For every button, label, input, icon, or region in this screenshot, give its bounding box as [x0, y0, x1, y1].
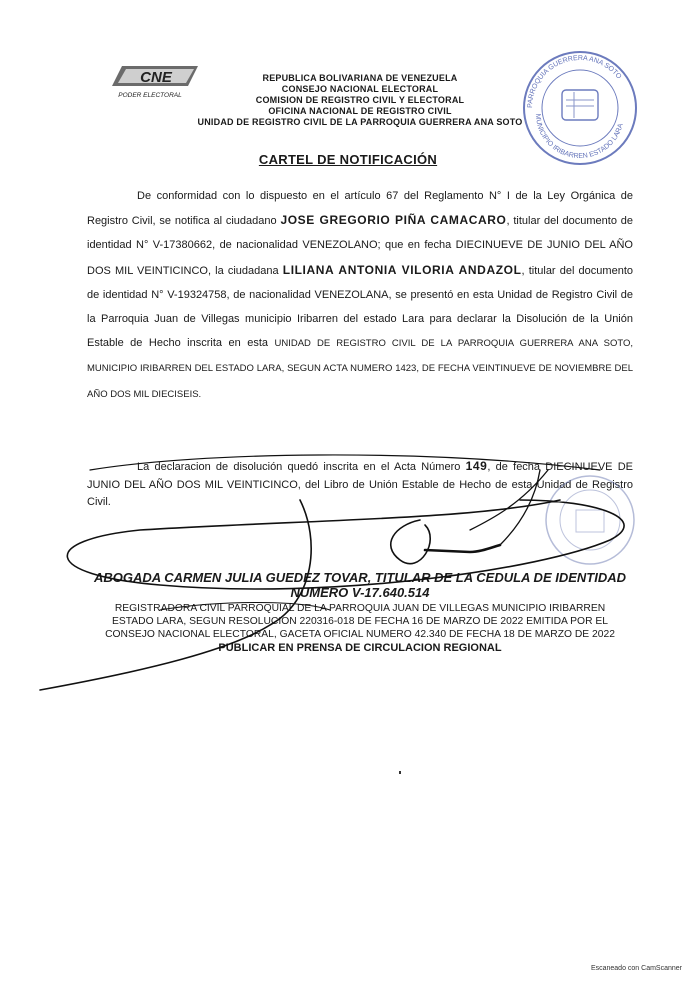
scan-speck [399, 771, 401, 774]
declarant-name: LILIANA ANTONIA VILORIA ANDAZOL [282, 262, 522, 277]
signature-block [80, 570, 640, 655]
notification-paragraph [87, 184, 633, 407]
logo-subtext: PODER ELECTORAL [118, 92, 182, 99]
stamp-top-text: PARROQUIA GUERRERA ANA SOTO [526, 54, 623, 109]
header-line: OFICINA NACIONAL DE REGISTRO CIVIL [268, 106, 452, 116]
acta-number: 149 [465, 459, 488, 473]
header-line: REPUBLICA BOLIVARIANA DE VENEZUELA [262, 73, 458, 83]
paragraph-text: , titular del documento de identidad N° V-17380662, de nacionalidad VENEZOLANO; que en fecha DIECINUEVE DE JUNIO DEL AÑO DOS MIL VEINTICINCO, la ciudadana [87, 215, 633, 277]
publish-instruction: PUBLICAR EN PRENSA DE CIRCULACION REGIONAL [218, 642, 502, 654]
seal-stamp [540, 470, 640, 570]
scanner-watermark: Escaneado con CamScanner [590, 965, 682, 972]
registrar-name: ABOGADA CARMEN JULIA GUEDEZ TOVAR, TITULAR DE LA CEDULA DE IDENTIDAD NUMERO V-17.640.514 [93, 570, 627, 600]
paragraph-text: De conformidad con lo dispuesto en el artículo 67 del Reglamento N° I de la Ley Orgánica de Registro Civil, se notifica al ciudadano [87, 190, 633, 228]
notified-citizen-name: JOSE GREGORIO PIÑA CAMACARO [280, 213, 507, 228]
header-line: UNIDAD DE REGISTRO CIVIL DE LA PARROQUIA GUERRERA ANA SOTO [197, 117, 523, 127]
registry-reference: UNIDAD DE REGISTRO CIVIL DE LA PARROQUIA GUERRERA ANA SOTO, MUNICIPIO IRIBARREN DEL ESTADO LARA, SEGUN ACTA NUMERO 1423, DE FECHA VEINTINUEVE DE NOVIEMBRE DEL AÑO DOS MIL DIECISEIS. [87, 338, 633, 400]
paragraph-text: , de fecha DIECINUEVE DE JUNIO DEL AÑO DOS MIL VEINTICINCO, del Libro de Unión Estable de Hecho de esta Unidad de Registro Civil. [87, 461, 633, 508]
header-line: COMISION DE REGISTRO CIVIL Y ELECTORAL [255, 95, 465, 105]
document-title: CARTEL DE NOTIFICACIÓN [258, 152, 438, 167]
institution-header [150, 73, 570, 128]
logo-text: CNE [140, 69, 172, 86]
official-stamp [514, 40, 644, 170]
registrar-title-line: CONSEJO NACIONAL ELECTORAL, GACETA OFICIAL NUMERO 42.340 DE FECHA 18 DE MARZO DE 2022 [105, 629, 615, 640]
header-line: CONSEJO NACIONAL ELECTORAL [281, 84, 439, 94]
paragraph-text: La declaracion de disolución quedó inscrita en el Acta Número [137, 461, 466, 473]
registrar-title-line: ESTADO LARA, SEGUN RESOLUCION 220316-018 DE FECHA 16 DE MARZO DE 2022 EMITIDA POR EL [112, 616, 608, 627]
paragraph-text: , titular del documento de identidad N° V-19324758, de nacionalidad VENEZOLANA, se presentó en esta Unidad de Registro Civil de la Parroquia Juan de Villegas municipio Iribarren del estado Lara para declarar la Disolución de la Unión Estable de Hecho inscrita en esta [87, 264, 633, 350]
stamp-bottom-text: MUNICIPIO IRIBARREN ESTADO LARA [533, 113, 625, 161]
registrar-title-line: REGISTRADORA CIVIL PARROQUIAL DE LA PARROQUIA JUAN DE VILLEGAS MUNICIPIO IRIBARREN [114, 603, 606, 614]
